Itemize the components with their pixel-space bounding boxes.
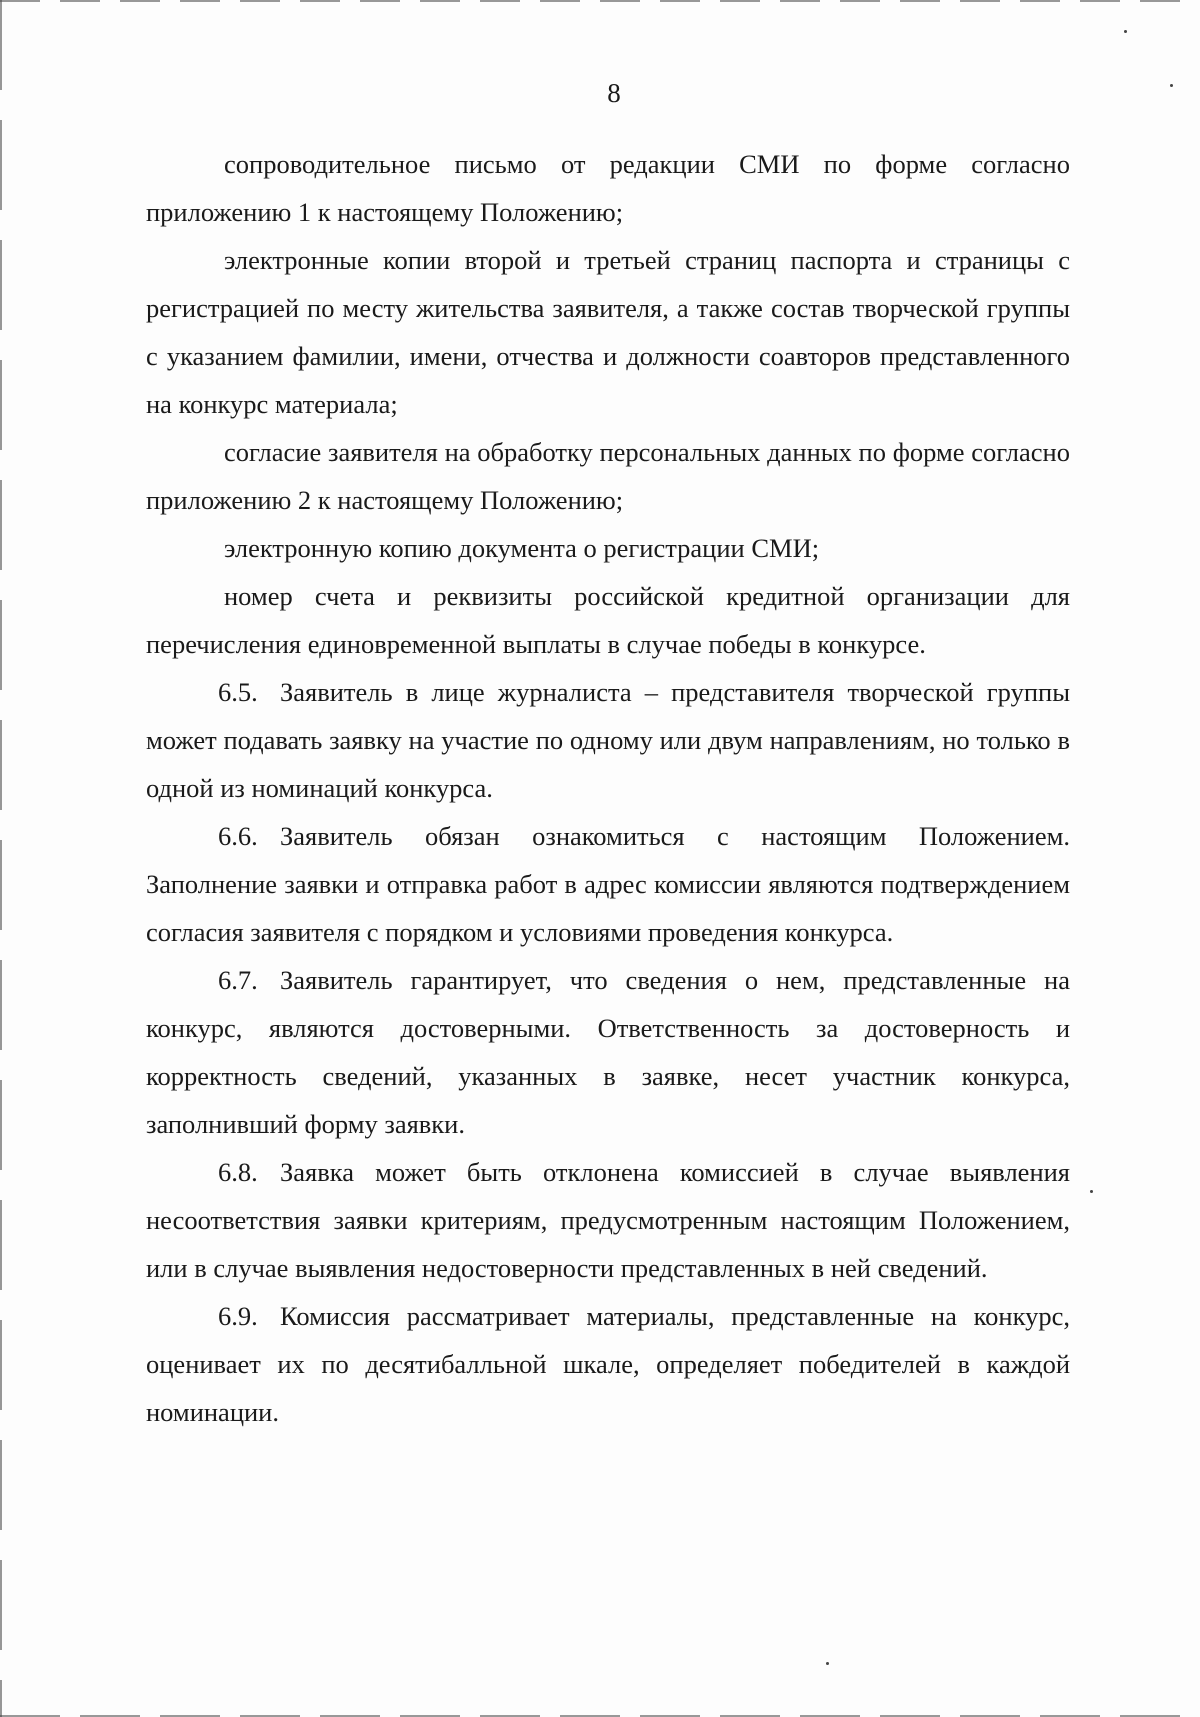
scan-speck (1090, 1190, 1093, 1193)
paragraph-number: 6.9. (218, 1301, 258, 1331)
paragraph-text: электронные копии второй и третьей страниц паспорта и страницы с регистрацией по месту жительства заявителя, а также состав творческой группы с указанием фамилии, имени, отчества и должности соавторов представленного на конкурс материала; (146, 245, 1070, 419)
paragraph (146, 140, 1070, 236)
paragraph-text: электронную копию документа о регистрации СМИ; (224, 533, 820, 563)
paragraph-number: 6.8. (218, 1157, 258, 1187)
document-body (146, 140, 1070, 1436)
paragraph-number: 6.6. (218, 821, 258, 851)
paragraph-text: Заявитель гарантирует, что сведения о нем, представленные на конкурс, являются достоверными. Ответственность за достоверность и корректность сведений, указанных в заявке, несет участник конкурса, заполнивший форму заявки. (146, 965, 1070, 1139)
paragraph (146, 428, 1070, 524)
page-number: 8 (607, 78, 621, 108)
paragraph-text: номер счета и реквизиты российской кредитной организации для перечисления единовременной выплаты в случае победы в конкурсе. (146, 581, 1070, 659)
scan-speck (1124, 30, 1127, 33)
paragraph (146, 236, 1070, 428)
paragraph-text: Заявка может быть отклонена комиссией в случае выявления несоответствия заявки критериям, предусмотренным настоящим Положением, или в случае выявления недостоверности представленных в ней сведений. (146, 1157, 1070, 1283)
paragraph (146, 524, 1070, 572)
paragraph-text: Заявитель в лице журналиста – представителя творческой группы может подавать заявку на участие по одному или двум направлениям, но только в одной из номинаций конкурса. (146, 677, 1070, 803)
paragraph (146, 572, 1070, 668)
paragraph-text: Заявитель обязан ознакомиться с настоящим Положением. Заполнение заявки и отправка работ в адрес комиссии являются подтверждением согласия заявителя с порядком и условиями проведения конкурса. (146, 821, 1070, 947)
scan-edge-top (0, 0, 1200, 2)
paragraph-6-9 (146, 1292, 1070, 1436)
paragraph-6-5 (146, 668, 1070, 812)
paragraph-text: Комиссия рассматривает материалы, представленные на конкурс, оценивает их по десятибалльной шкале, определяет победителей в каждой номинации. (146, 1301, 1070, 1427)
scan-edge-left (0, 0, 2, 1717)
paragraph-6-7 (146, 956, 1070, 1148)
paragraph-6-6 (146, 812, 1070, 956)
paragraph-6-8 (146, 1148, 1070, 1292)
scan-speck (826, 1662, 829, 1665)
paragraph-text: сопроводительное письмо от редакции СМИ по форме согласно приложению 1 к настоящему Положению; (146, 149, 1070, 227)
paragraph-number: 6.7. (218, 965, 258, 995)
paragraph-number: 6.5. (218, 677, 258, 707)
paragraph-text: согласие заявителя на обработку персональных данных по форме согласно приложению 2 к настоящему Положению; (146, 437, 1070, 515)
